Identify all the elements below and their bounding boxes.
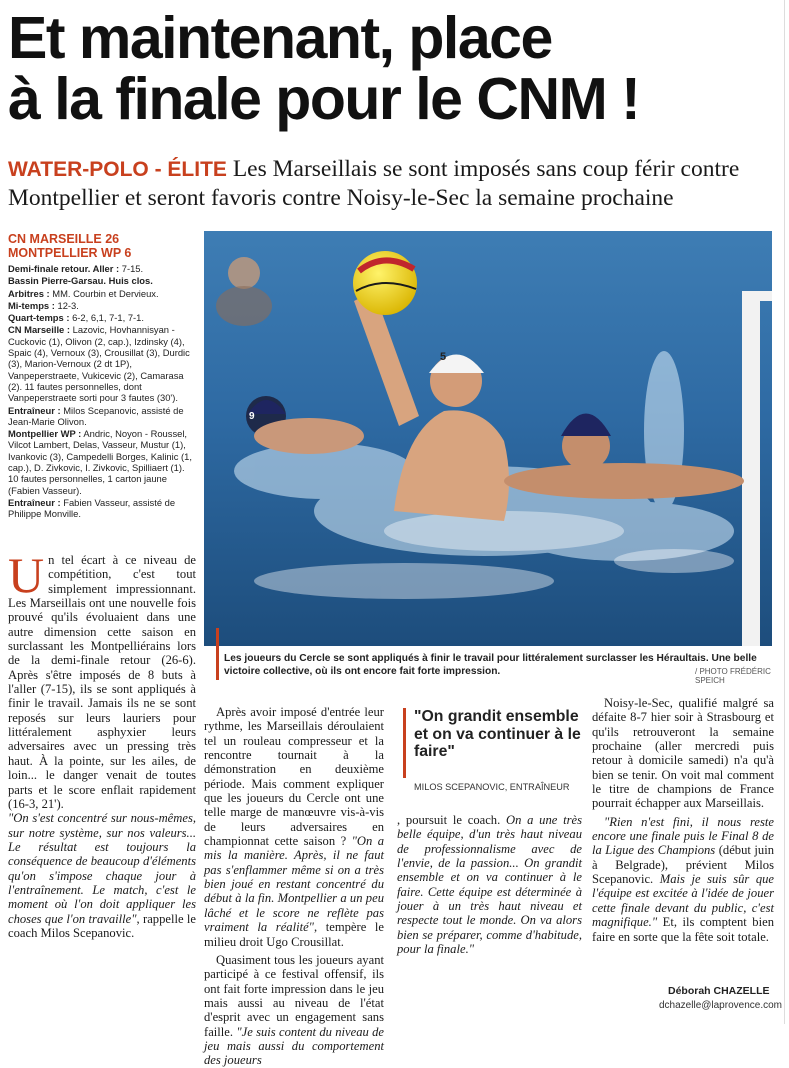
pullquote-author: MILOS SCEPANOVIC, ENTRAÎNEUR: [414, 782, 570, 792]
water-polo-photo: [204, 231, 772, 646]
factbox-line: Bassin Pierre-Garsau. Huis clos.: [8, 275, 153, 287]
headline: [8, 5, 778, 132]
headline-line-1: Et maintenant, place: [8, 5, 552, 71]
score-away: MONTPELLIER WP 6: [8, 246, 132, 260]
author-name: Déborah CHAZELLE: [668, 985, 770, 997]
factbox-line: Montpellier WP : Andric, Noyon - Roussel, Vilcot Lambert, Delas, Vasseur, Mustur (1), Ivankovic (3), Campedelli Borges, Kalinic (1, cap.), D. Zivkovic, I. Zivkovic, Spilliaert (1). 10 fautes personnelles, 1 carton jaune (Fabien Vasseur).: [8, 428, 192, 496]
quote-1: "On s'est concentré sur nous-mêmes, sur notre système, sur nos valeurs... Le résultat est toujours la conséquence de beaucoup d'éléments qu'on s'impose chaque jour à l'entraînement. Le match, c'est le moment où l'on doit appliquer les choses que l'on travaille", rappelle le coach Milos Scepanovic.: [8, 811, 197, 940]
factbox-line: Arbitres : MM. Courbin et Dervieux.: [8, 287, 159, 299]
match-factbox: [8, 232, 196, 520]
factbox-line: Entraîneur : Milos Scepanovic, assisté de Jean-Marie Olivon.: [8, 404, 184, 427]
photo-illustration: [204, 231, 772, 646]
caption-accent-bar: [216, 628, 219, 680]
author-email[interactable]: dchazelle@laprovence.com: [659, 1000, 782, 1011]
headline-line-2: à la finale pour le CNM !: [8, 66, 640, 132]
factbox-line: Entraîneur : Fabien Vasseur, assisté de Philippe Monville.: [8, 496, 176, 520]
factbox-line: Demi-finale retour. Aller : 7-15.: [8, 263, 144, 274]
paragraph-5: "Rien n'est fini, il nous reste encore une finale puis le Final 8 de la Ligue des Champions (début juin à Belgrade), prévient Milos Scepanovic. Mais je suis sûr que l'équipe est excitée à l'idée de jouer cette finale devant du public, c'est magnifique." Et, ils comptent bien faire en sorte que la fête soit totale.: [592, 814, 774, 944]
factbox-line: Mi-temps : 12-3.: [8, 299, 79, 311]
page-edge-rule: [784, 0, 785, 1024]
paragraph-2: Après avoir imposé d'entrée leur rythme, les Marseillais déroulaient tel un rouleau compresseur et la rencontre tournait à la démonstration en deuxième période. Mais comment expliquer que les joueurs du Cercle ont une telle marge de manœuvre vis-à-vis de leurs adversaires en championnat cette saison ? "On a mis la manière. Après, il ne faut pas s'enflammer même si on a très bien joué en restant concentré du début à la fin. Montpellier a un peu lâché et le score ne reflète pas vraiment la réalité", tempère le milieu droit Ugo Crousillat.: [204, 705, 384, 949]
pullquote-accent-bar: [403, 708, 406, 778]
article-column-3: [397, 813, 582, 956]
paragraph-3: Quasiment tous les joueurs ayant participé à ce festival offensif, ils ont fait forte impression dans le jeu mais aussi au niveau de l'état d'esprit avec un engagement sans faille. "Je suis content du niveau de jeu mais aussi du comportement des joueurs: [204, 952, 384, 1068]
article-column-1: [8, 547, 197, 940]
cap-number: 5: [440, 351, 447, 363]
article-column-2: [204, 705, 384, 1068]
drop-cap: U: [8, 547, 45, 603]
section-kicker: WATER-POLO - ÉLITE: [8, 158, 227, 181]
paragraph-3-cont: , poursuit le coach. On a une très belle équipe, d'un très haut niveau de professionnalisme avec de l'envie, de la passion... On grandit ensemble et on va continuer à le faire. Cette équipe est déterminée à jouer à un très haut niveau et respecte tout le monde. On va alors bien se préparer, comme d'habitude, pour la finale.": [397, 813, 582, 957]
score-home: CN MARSEILLE 26: [8, 232, 120, 246]
photo-credit: / PHOTO FRÉDÉRIC SPEICH: [695, 667, 771, 685]
factbox-line: CN Marseille : Lazovic, Hovhannisyan - Cuckovic (1), Olivon (2, cap.), Izdinsky (4), Spaic (4), Vernoux (3), Crousillat (3), Durdic (3), Marion-Vernoux (2 dt 1P), Vanpeperstraete, Vukicevic (2), Camarasa (2). 11 fautes personnelles, dont Vanpeperstraete sorti pour 3 fautes (30').: [8, 324, 190, 404]
paragraph-1: n tel écart à ce niveau de compétition, c'est tout simplement impressionnant. Les Marseillais ont une nouvelle fois prouvé qu'ils évoluaient dans une autre dimension cette saison en surclassant les Montpelliérains lors de la demi-finale retour (26-6). Après s'être imposés de 8 buts à l'aller (7-15), ils se sont appliqués à finir le travail. Jamais ils ne se sont reposés sur leurs lauriers pour littéralement asphyxier leurs adversaires avec un pressing très haut. À la pointe, sur les ailes, de loin... le danger venait de toutes parts et le score enflait rapidement (16-3, 21').: [8, 553, 196, 811]
paragraph-4: Noisy-le-Sec, qualifié malgré sa défaite 8-7 hier soir à Strasbourg et qu'ils retrouveront la semaine prochaine (aller mercredi puis retour à domicile samedi) n'a qu'à bien se tenir. On voit mal comment le titre de champions de France pourrait échapper aux Marseillais.: [592, 696, 774, 811]
deck: [8, 155, 783, 212]
article-column-4: [592, 696, 774, 944]
cap-number: 9: [249, 411, 255, 422]
factbox-line: Quart-temps : 6-2, 6,1, 7-1, 7-1.: [8, 312, 144, 324]
photo-caption: Les joueurs du Cercle se sont appliqués à finir le travail pour littéralement surclasser les Héraultais. Une belle victoire collective, où ils ont encore fait forte impression.: [224, 653, 757, 677]
deck-text: Les Marseillais se sont imposés sans coup férir contre Montpellier et seront favoris contre Noisy-le-Sec la semaine prochaine: [8, 156, 740, 211]
pullquote-text: "On grandit ensemble et on va continuer à le faire": [414, 708, 581, 760]
